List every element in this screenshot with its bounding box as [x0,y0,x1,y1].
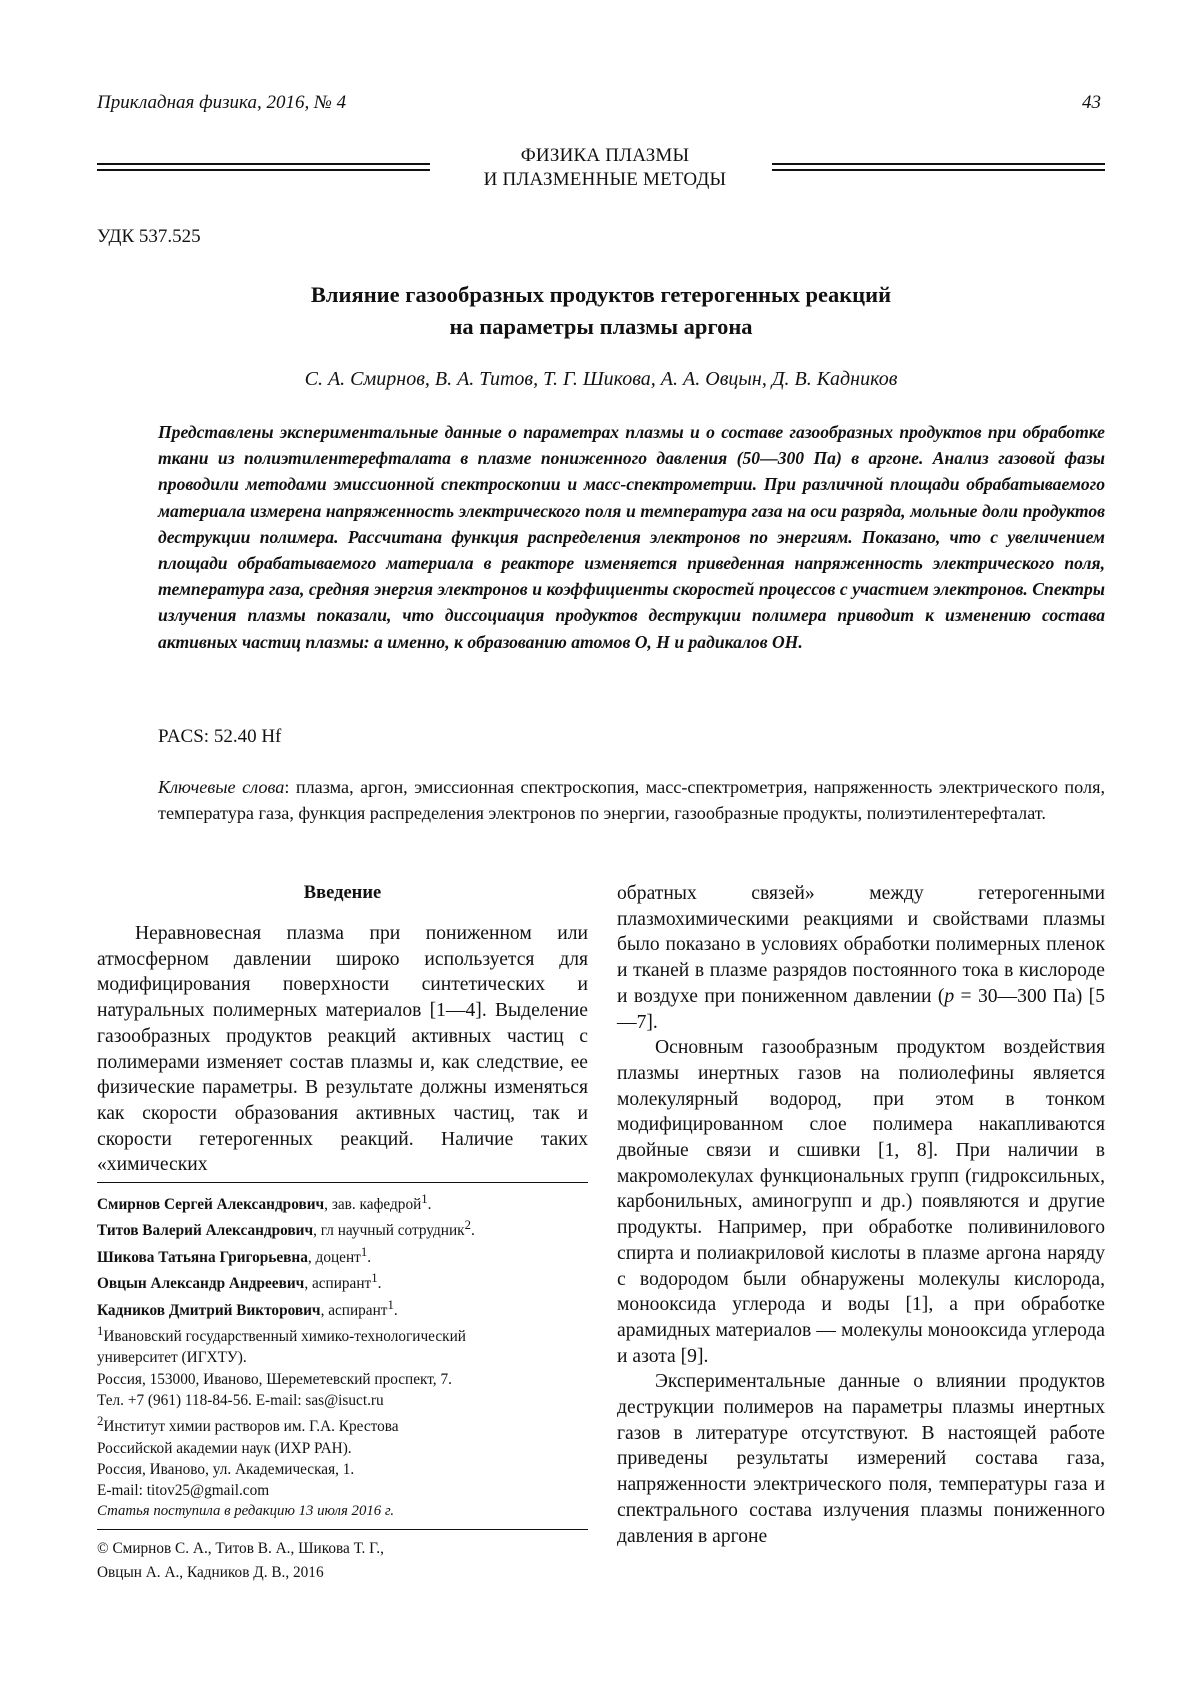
abstract: Представлены экспериментальные данные о параметрах плазмы и о составе газообразных продуктов при обработке ткани из полиэтилентерефталата в плазме пониженного давления (50—300 Па) в аргоне. Анализ газовой фазы проводили методами эмиссионной спектроскопии и масс-спектрометрии. При различной площади обрабатываемого материала измерена напряженность электрического поля и температура газа на оси разряда, мольные доли продуктов деструкции полимера. Рассчитана функция распределения электронов по энергиям. Показано, что с увеличением площади обрабатываемого материала в реакторе изменяется приведенная напряженность электрического поля, температура газа, средняя энергия электронов и коэффициенты скоростей процессов с участием электронов. Спектры излучения плазмы показали, что диссоциация продуктов деструкции полимера приводит к изменению состава активных частиц плазмы: а именно, к образованию атомов O, H и радикалов OH. [158,422,1105,652]
right-paragraph-3: Экспериментальные данные о влиянии продуктов деструкции полимеров на параметры плазмы инертных газов в литературе отсутствуют. В настоящей работе приведены результаты измерений состава газа, напряженности электрического поля, температуры газа и спектрального состава излучения плазмы пониженного давления в аргоне [617,1371,1105,1547]
pacs-code: PACS: 52.40 Hf [158,726,282,747]
right-p1-start: обратных связей» между гетерогенными плазмохимическими реакциями и свойствами плазмы было показано в условиях обработки полимерных пленок и тканей в плазме разрядов постоянного тока в кислороде и воздухе при пониженном давлении ( [617,883,1105,1007]
section-rule-left [97,163,430,171]
affiliation-2-line3: Россия, Иваново, ул. Академическая, 1. [97,1460,355,1478]
right-p1-end: = 30—300 Па) [5—7]. [617,985,1105,1033]
keywords-label: Ключевые слова [158,777,285,797]
keywords [158,774,1105,826]
intro-paragraph-1: Неравновесная плазма при пониженном или атмосферном давлении широко используется для модифицирования поверхности синтетических и натуральных полимерных материалов [1—4]. Выделение газообразных продуктов реакций активных частиц с полимерами изменяет состав плазмы и, как следствие, ее физические параметры. В результате должны изменяться как скорости образования активных частиц, так и скорости гетерогенных реакций. Наличие таких «химических [97,923,588,1176]
article-title [97,279,1105,343]
pressure-symbol: p [944,985,955,1007]
right-paragraph-2: Основным газообразным продуктом воздействия плазмы инертных газов на полиолефины является молекулярный водород, при этом в тонком модифицированном слое полимера накапливаются двойные связи и сшивки [1, 8]. При наличии в макромолекулах функциональных групп (гидроксильных, карбонильных, аминогрупп и др.) появляются и другие продукты. Например, при обработке поливинилового спирта и полиакриловой кислоты в плазме аргона наряду с водородом были обнаружены молекулы кислорода, монооксида углерода и воды [1], а при обработке арамидных материалов — молекулы монооксида углерода и азота [9]. [617,1037,1105,1367]
intro-left-column [97,921,588,1178]
footnote-author-5: Кадников Дмитрий Викторович, аспирант$^1$. [97,1297,398,1319]
footnote-author-3: Шикова Татьяна Григорьевна, доцент$^1$. [97,1244,372,1266]
footnote-divider [97,1182,588,1183]
right-column [617,881,1105,1549]
footnote-author-2: Титов Валерий Александрович, гл научный сотрудник$^2$. [97,1218,475,1240]
article-title-line2: на параметры плазмы аргона [449,314,753,339]
right-paragraph-1 [617,881,1105,1035]
journal-title: Прикладная физика, 2016, № 4 [97,92,347,113]
affiliation-1-line2: университет (ИГХТУ). [97,1349,247,1367]
author-footnotes [97,1189,588,1502]
affiliation-2-line2: Российской академии наук (ИХР РАН). [97,1439,352,1457]
section-title [430,144,780,192]
article-title-line1: Влияние газообразных продуктов гетерогенных реакций [310,282,892,307]
affiliation-2-line1: $^2$Институт химии растворов им. Г.А. Крестова [97,1414,399,1436]
keywords-text: : плазма, аргон, эмиссионная спектроскопия, масс-спектрометрия, напряженность электрического поля, температура газа, функция распределения электронов по энергии, газообразные продукты, полиэтилентерефталат. [158,777,1105,823]
page-number: 43 [1082,92,1101,113]
section-rule-right [772,163,1105,171]
intro-heading: Введение [303,883,382,903]
affiliation-1-line4: Тел. +7 (961) 118-84-56. E-mail: sas@isuct.ru [97,1391,384,1409]
footnote-author-1: Смирнов Сергей Александрович, зав. кафедрой$^1$. [97,1192,432,1214]
copyright-divider [97,1529,588,1530]
affiliation-1-line3: Россия, 153000, Иваново, Шереметевский проспект, 7. [97,1370,452,1388]
copyright-line1: © Смирнов С. А., Титов В. А., Шикова Т. Г., [97,1540,384,1557]
footnote-author-4: Овцын Александр Андреевич, аспирант$^1$. [97,1271,382,1293]
copyright-notice [97,1537,588,1585]
received-date: Статья поступила в редакцию 13 июля 2016 г. [97,1503,395,1519]
section-title-line1: ФИЗИКА ПЛАЗМЫ [520,145,690,166]
copyright-line2: Овцын А. А., Кадников Д. В., 2016 [97,1564,324,1581]
author-list: С. А. Смирнов, В. А. Титов, Т. Г. Шикова, А. А. Овцын, Д. В. Кадников [304,368,898,390]
udc-code: УДК 537.525 [97,226,201,247]
affiliation-2-line4: E-mail: titov25@gmail.com [97,1482,270,1500]
affiliation-1-line1: $^1$Ивановский государственный химико-технологический [97,1323,466,1346]
section-title-line2: И ПЛАЗМЕННЫЕ МЕТОДЫ [483,169,727,190]
